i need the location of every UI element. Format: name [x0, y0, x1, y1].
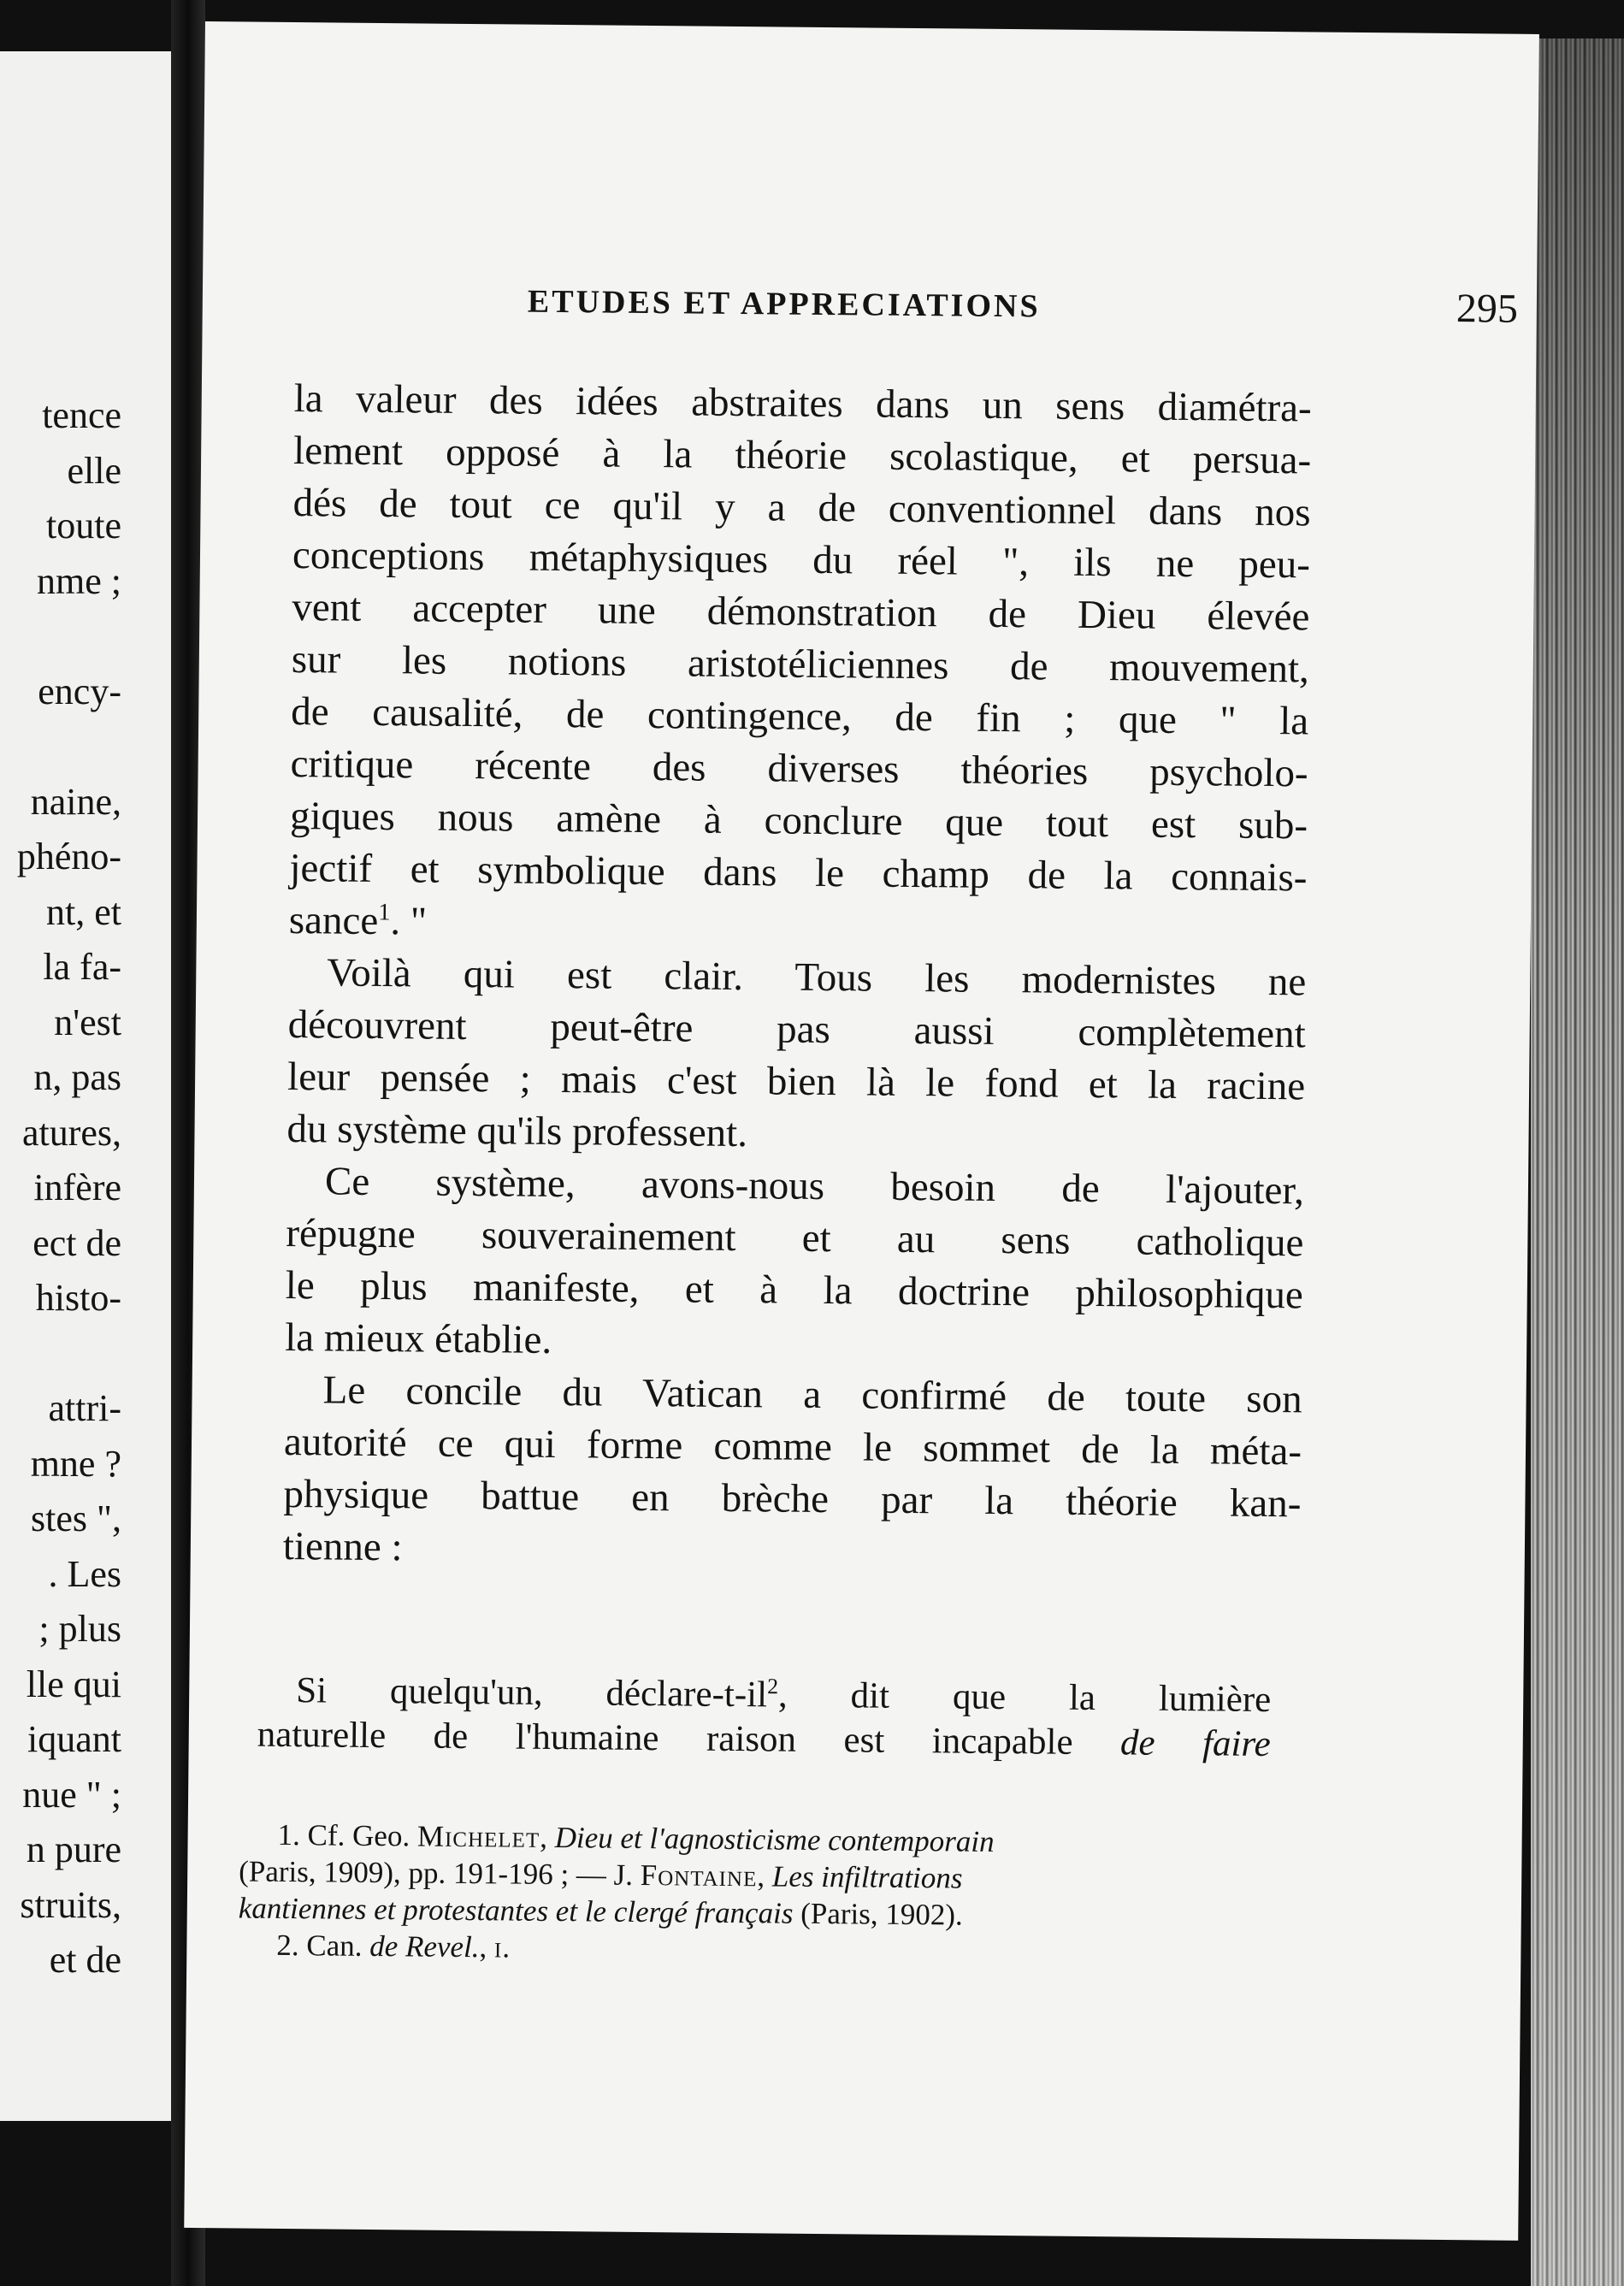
text-line: lement opposé à la théorie scolastique, et persua- [292, 428, 1312, 483]
text-line: physique battue en brèche par la théorie kan- [283, 1471, 1302, 1527]
left-page-line: infère [33, 1167, 121, 1208]
author-name: Michelet [416, 1819, 540, 1854]
text-fragment: 1. Cf. Geo. [277, 1817, 418, 1853]
text-line: répugne souverainement et au sens catholique [286, 1210, 1304, 1266]
left-page-line: . Les [48, 1552, 121, 1595]
text-line: la mieux établie. [284, 1314, 552, 1362]
block-quote [257, 1669, 1272, 1767]
left-page-line: nme ; [37, 559, 121, 602]
left-page-line: n, pas [33, 1056, 121, 1098]
text-fragment: i. [493, 1930, 511, 1964]
left-page-line: toute [46, 505, 121, 546]
left-page-line: et de [49, 1939, 121, 1981]
left-page-line: stes ", [31, 1497, 121, 1539]
left-facing-page [0, 51, 171, 2121]
left-page-line: n'est [54, 1001, 121, 1043]
text-line: le plus manifeste, et à la doctrine philosophique [285, 1262, 1304, 1318]
paragraph [289, 373, 1312, 956]
text-line: leur pensée ; mais c'est bien là le fond et la racine [286, 1054, 1306, 1109]
text-fragment: naturelle de l'humaine raison est incapable [257, 1714, 1121, 1763]
text-line: de causalité, de contingence, de fin ; que " la [291, 689, 1309, 744]
left-page-line: la fa- [43, 946, 121, 988]
page-header [528, 283, 1538, 344]
text-line: dés de tout ce qu'il y a de conventionnel dans nos [292, 481, 1311, 535]
paragraph [285, 1155, 1304, 1373]
footnote-ref-2: 2 [767, 1674, 779, 1699]
text-line: Voilà qui est clair. Tous les modernistes ne [327, 950, 1307, 1005]
running-head: ETUDES ET APPRECIATIONS [527, 283, 1041, 325]
work-title: Les infiltrations [771, 1859, 963, 1895]
text-line: tienne : [282, 1523, 403, 1570]
work-title: de Revel. [369, 1929, 480, 1964]
text-line: jectif et symbolique dans le champ de la connais- [289, 845, 1308, 901]
left-page-line: iquant [27, 1718, 121, 1760]
text-line: vent accepter une démonstration de Dieu élevée [292, 585, 1310, 640]
text-fragment: , dit que la lumière [777, 1675, 1272, 1721]
body-text [283, 373, 1312, 1582]
left-page-line: struits, [20, 1883, 121, 1926]
text-line: conceptions métaphysiques du réel ", ils ne peu- [292, 533, 1311, 588]
text-line: sur les notions aristotéliciennes de mouvement, [291, 637, 1310, 692]
footnotes [238, 1816, 1261, 1972]
text-line: la valeur des idées abstraites dans un sens diamétra- [293, 376, 1312, 431]
text-fragment: , [540, 1820, 555, 1855]
text-line: découvrent peut-être pas aussi complètement [287, 1001, 1306, 1057]
text-fragment: (Paris, 1902). [793, 1896, 963, 1932]
paragraph [286, 947, 1306, 1165]
text-line: Ce système, avons-nous besoin de l'ajouter, [324, 1159, 1305, 1214]
text-fragment: , [479, 1930, 495, 1964]
italic-text: de faire [1119, 1722, 1271, 1765]
text-fragment: Si quelqu'un, déclare-t-il [296, 1670, 768, 1716]
text-line [289, 895, 1308, 956]
left-page-line: lle qui [26, 1663, 121, 1705]
text-fragment: . " [390, 899, 428, 944]
left-page-line: mne ? [30, 1442, 121, 1485]
text-line: Le concile du Vatican a confirmé de toute son [322, 1367, 1302, 1422]
left-page-line: attri- [48, 1387, 121, 1429]
left-page-line: elle [67, 449, 121, 492]
left-page-line: histo- [35, 1277, 121, 1319]
left-page-line: phéno- [16, 836, 121, 877]
text-line: du système qu'ils professent. [286, 1106, 748, 1156]
text-fragment: (Paris, 1909), pp. 191-196 ; — J. [239, 1854, 641, 1892]
work-title: kantiennes et protestantes et le clergé français [238, 1891, 794, 1930]
author-name: Fontaine [640, 1858, 758, 1893]
left-page-line: ency- [38, 670, 121, 712]
text-fragment: sance [288, 897, 379, 943]
page-fore-edge [1531, 38, 1624, 2286]
quote-line [257, 1713, 1271, 1767]
page-number: 295 [1456, 286, 1519, 332]
text-fragment: , [757, 1859, 773, 1893]
left-page-line: ; plus [38, 1608, 121, 1650]
text-fragment: 2. Can. [276, 1928, 370, 1963]
text-line: critique récente des diverses théories psycholo- [290, 741, 1308, 796]
text-line: giques nous amène à conclure que tout est sub- [289, 793, 1308, 848]
work-title: Dieu et l'agnosticisme contemporain [554, 1821, 995, 1858]
left-page-line: tence [42, 394, 121, 436]
left-page-line: nt, et [46, 890, 121, 933]
left-page-line: ect de [32, 1221, 121, 1264]
footnote-ref-1: 1 [378, 899, 391, 926]
left-page-line: n pure [26, 1828, 121, 1870]
main-page [184, 21, 1539, 2241]
paragraph [283, 1364, 1302, 1582]
left-page-line: naine, [30, 780, 121, 823]
text-line: autorité ce qui forme comme le sommet de la méta- [283, 1419, 1302, 1474]
left-page-line: nue " ; [22, 1773, 121, 1816]
left-page-line: atures, [21, 1111, 121, 1154]
